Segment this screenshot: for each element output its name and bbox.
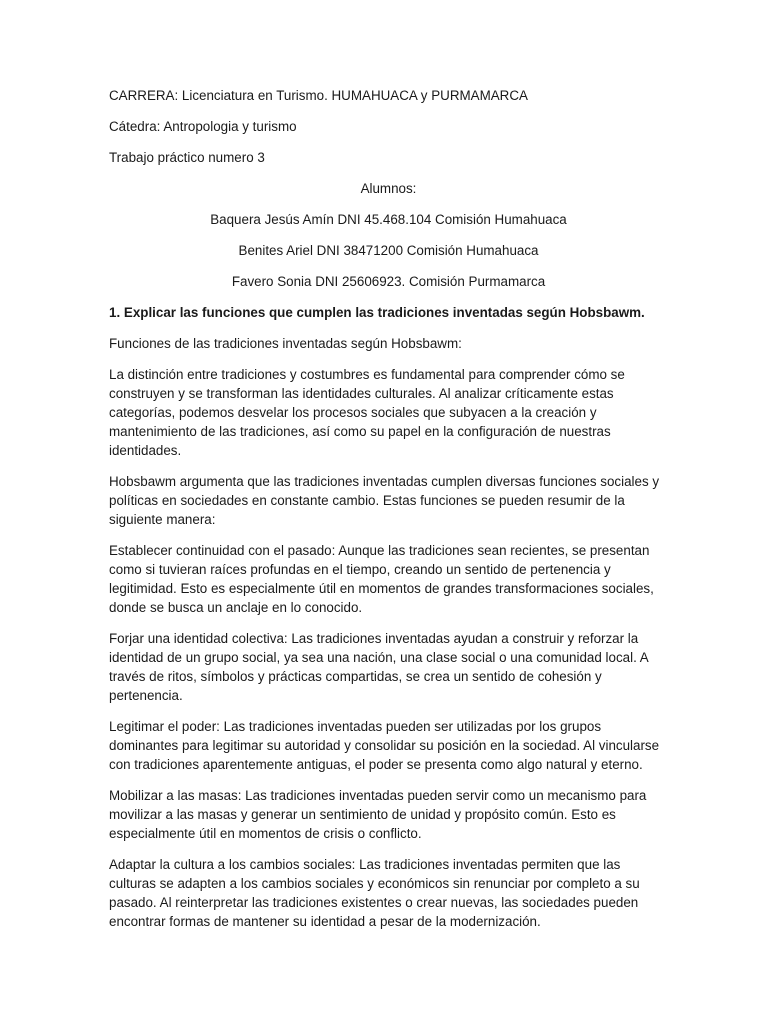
paragraph-intro: Funciones de las tradiciones inventadas según Hobsbawm: <box>109 336 462 351</box>
alumno-1: Baquera Jesús Amín DNI 45.468.104 Comisión Humahuaca <box>210 212 567 227</box>
paragraph-identidad: Forjar una identidad colectiva: Las tradiciones inventadas ayudan a construir y reforzar la identidad de un grupo social, ya sea una nación, una clase social o una comunidad local. A través de ritos, símbolos y prácticas compartidas, se crea un sentido de cohesión y pertenencia. <box>109 631 648 703</box>
trabajo-line: Trabajo práctico numero 3 <box>109 150 265 165</box>
paragraph-movilizar: Mobilizar a las masas: Las tradiciones inventadas pueden servir como un mecanismo para movilizar a las masas y generar un sentimiento de unidad y propósito común. Esto es especialmente útil en momentos de crisis o conflicto. <box>109 788 647 841</box>
alumnos-label: Alumnos: <box>360 181 417 196</box>
paragraph-legitimar: Legitimar el poder: Las tradiciones inventadas pueden ser utilizadas por los grupos dominantes para legitimar su autoridad y consolidar su posición en la sociedad. Al vincularse con tradiciones aparentemente antiguas, el poder se presenta como algo natural y eterno. <box>109 719 660 772</box>
alumno-2: Benites Ariel DNI 38471200 Comisión Humahuaca <box>238 243 539 258</box>
catedra-line: Cátedra: Antropologia y turismo <box>109 119 297 134</box>
paragraph-adaptar: Adaptar la cultura a los cambios sociales: Las tradiciones inventadas permiten que las culturas se adapten a los cambios sociales y económicos sin renunciar por completo a su pasado. Al reinterpretar las tradiciones existentes o crear nuevas, las sociedades pueden encontrar formas de mantener su identidad a pesar de la modernización. <box>109 857 640 929</box>
paragraph-distincion: La distinción entre tradiciones y costumbres es fundamental para comprender cómo se construyen y se transforman las identidades culturales. Al analizar críticamente estas categorías, podemos desvelar los procesos sociales que subyacen a la creación y mantenimiento de las tradiciones, así como su papel en la configuración de nuestras identidades. <box>109 367 625 458</box>
carrera-line: CARRERA: Licenciatura en Turismo. HUMAHUACA y PURMAMARCA <box>109 88 528 103</box>
question-heading: 1. Explicar las funciones que cumplen las tradiciones inventadas según Hobsbawm. <box>109 305 645 320</box>
paragraph-continuidad: Establecer continuidad con el pasado: Aunque las tradiciones sean recientes, se presentan como si tuvieran raíces profundas en el tiempo, creando un sentido de pertenencia y legitimidad. Esto es especialmente útil en momentos de grandes transformaciones sociales, donde se busca un anclaje en lo conocido. <box>109 543 654 615</box>
paragraph-hobsbawm: Hobsbawm argumenta que las tradiciones inventadas cumplen diversas funciones sociales y políticas en sociedades en constante cambio. Estas funciones se pueden resumir de la siguiente manera: <box>109 474 660 527</box>
alumno-3: Favero Sonia DNI 25606923. Comisión Purmamarca <box>231 274 546 289</box>
